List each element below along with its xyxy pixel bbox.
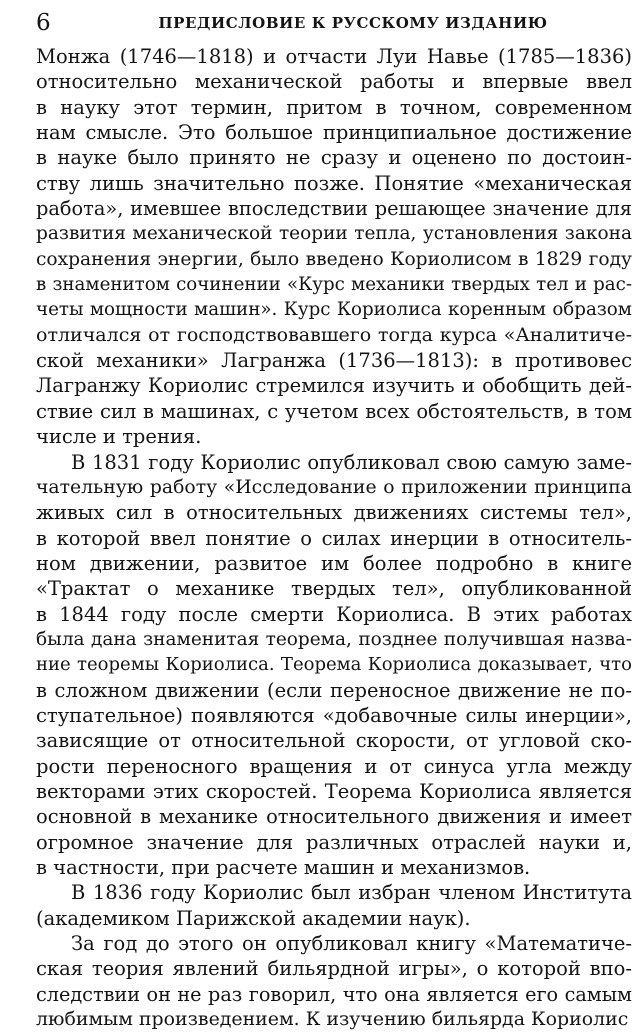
page-number: 6 <box>36 10 51 36</box>
text-line: (академиком Парижской академии наук). <box>36 906 471 930</box>
text-line: ской механики» Лагранжа (1736—1813): в противовес <box>36 349 632 373</box>
text-line: в науку этот термин, притом в точном, современном <box>36 95 632 119</box>
text-line: чательную работу «Исследование о приложении принципа <box>36 476 632 498</box>
text-line: В 1831 году Кориолис опубликовал свою самую заме- <box>71 450 632 474</box>
text-line: в которой ввел понятие о силах инерции в относитель- <box>36 526 632 550</box>
text-line: основной в механике относительного движения и имеет <box>36 805 632 829</box>
text-line: развития механической теории тепла, установления закона <box>36 223 632 245</box>
paragraph <box>36 931 632 1032</box>
text-line: живых сил в относительных движениях системы тел», <box>36 501 632 525</box>
body-text <box>36 44 632 1032</box>
text-line: ствие сил в машинах, с учетом всех обстоятельств, в том <box>36 399 632 423</box>
text-line: ном движении, развитое им более подробно в книге <box>36 551 632 575</box>
text-line: огромное значение для различных отраслей науки и, <box>36 830 632 854</box>
text-line: В 1836 году Кориолис был избран членом Института <box>71 881 632 905</box>
text-line: За год до этого он опубликовал книгу «Математиче- <box>71 932 632 956</box>
text-line: в знаменитом сочинении «Курс механики твердых тел и рас- <box>36 274 632 296</box>
text-line: в сложном движении (если переносное движение не по- <box>36 678 632 702</box>
text-line: в 1844 году после смерти Кориолиса. В этих работах <box>36 602 632 626</box>
text-line: Монжа (1746—1818) и отчасти Луи Навье (1785—1836) <box>36 45 632 68</box>
text-line: отличался от господствовавшего тогда курса «Аналитиче- <box>36 323 632 346</box>
text-line: ступательное) появляются «добавочные силы инерции», <box>36 703 632 727</box>
text-line: ству лишь значительно позже. Понятие «механическая <box>36 171 632 195</box>
text-line: числе и трения. <box>36 425 202 449</box>
text-line: в науке было принято не сразу и оценено по достоин- <box>36 146 632 170</box>
text-line: любимым произведением. К изучению бильярда Кориолис <box>36 1008 629 1031</box>
text-line: работа», имевшее впоследствии решающее значение для <box>36 197 632 221</box>
text-line: ская теория явлений бильярдной игры», о которой впо- <box>36 957 632 981</box>
paragraph <box>36 450 632 881</box>
paragraph <box>36 44 632 450</box>
text-line: сохранения энергии, было введено Кориолисом в 1829 году <box>36 248 632 270</box>
text-line: векторами этих скоростей. Теорема Кориолиса является <box>36 779 632 803</box>
text-line: четы мощности машин». Курс Кориолиса коренным образом <box>36 299 632 321</box>
text-line: рости переносного вращения и от синуса угла между <box>36 754 632 778</box>
text-line: была дана знаменитая теорема, позднее получившая назва- <box>36 628 632 650</box>
text-line: зависящие от относительной скорости, от угловой ско- <box>36 729 632 753</box>
text-line: относительно механической работы и впервые ввел <box>36 70 632 94</box>
text-line: нам смысле. Это большое принципиальное достижение <box>36 121 632 145</box>
text-line: «Трактат о механике твердых тел», опубликованной <box>36 577 632 601</box>
text-line: Лагранжу Кориолис стремился изучить и обобщить дей- <box>36 374 632 398</box>
text-line: ние теоремы Кориолиса. Теорема Кориолиса доказывает, что <box>36 654 632 676</box>
text-line: в частности, при расчете машин и механизмов. <box>36 856 531 879</box>
page-header <box>36 8 632 38</box>
paragraph <box>36 880 632 931</box>
text-line: следствии он не раз говорил, что она является его самым <box>36 982 632 1006</box>
running-title: ПРЕДИСЛОВИЕ К РУССКОМУ ИЗДАНИЮ <box>158 14 548 32</box>
